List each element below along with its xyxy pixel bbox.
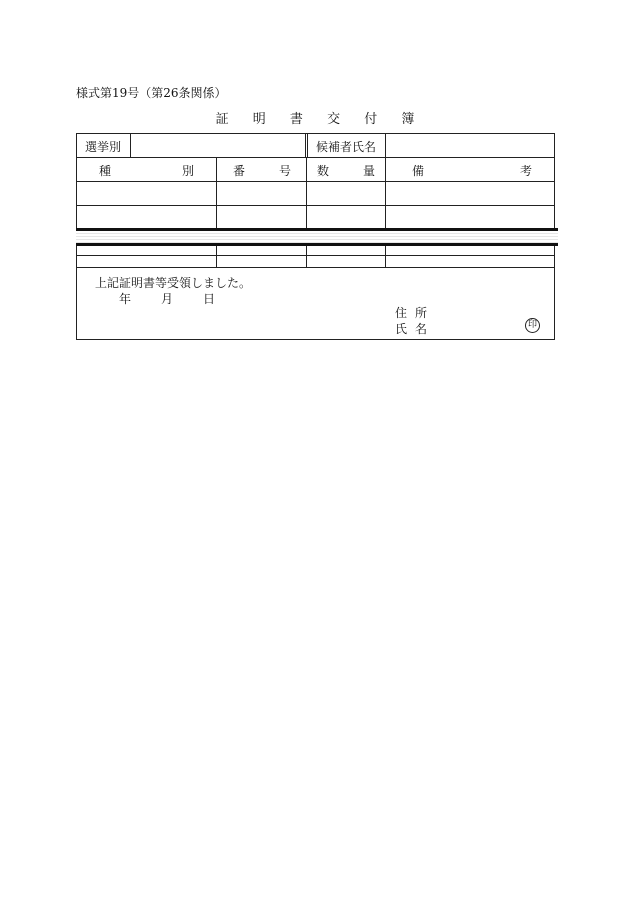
election-type-label: 選挙別 xyxy=(85,140,122,154)
title-char: 証 xyxy=(215,112,229,127)
seal-mark: 印 xyxy=(525,318,540,333)
election-row xyxy=(77,134,554,158)
address-label: 住所 xyxy=(395,306,436,320)
title-char: 明 xyxy=(252,112,266,127)
certificate-table-top xyxy=(76,133,555,230)
certificate-table-bottom xyxy=(76,246,555,340)
date-line xyxy=(119,290,215,307)
title-char: 交 xyxy=(327,112,341,127)
column-quantity-header: 数 量 xyxy=(317,164,375,178)
form-number: 様式第19号（第26条関係） xyxy=(76,86,227,100)
table-row xyxy=(77,255,554,268)
column-number-header: 番 号 xyxy=(233,164,291,178)
year-label: 年 xyxy=(119,292,132,306)
column-type-header: 種 別 xyxy=(99,164,194,178)
title-char: 書 xyxy=(289,112,303,127)
column-remarks-header: 備 考 xyxy=(412,164,532,178)
omission-gap xyxy=(76,231,558,243)
month-label: 月 xyxy=(161,292,174,306)
table-row xyxy=(77,205,554,229)
table-row xyxy=(77,182,554,206)
election-type-field[interactable] xyxy=(130,134,305,157)
title-char: 付 xyxy=(364,112,378,127)
candidate-name-label: 候補者氏名 xyxy=(316,140,377,154)
candidate-name-field[interactable] xyxy=(385,134,555,157)
candidate-name-label-cell xyxy=(305,134,385,157)
day-label: 日 xyxy=(203,292,216,306)
column-header-row xyxy=(77,157,554,182)
name-label: 氏名 xyxy=(395,322,436,336)
receipt-statement: 上記証明書等受領しました。 xyxy=(95,276,252,290)
title-char: 簿 xyxy=(401,112,415,127)
document-title xyxy=(0,108,630,127)
